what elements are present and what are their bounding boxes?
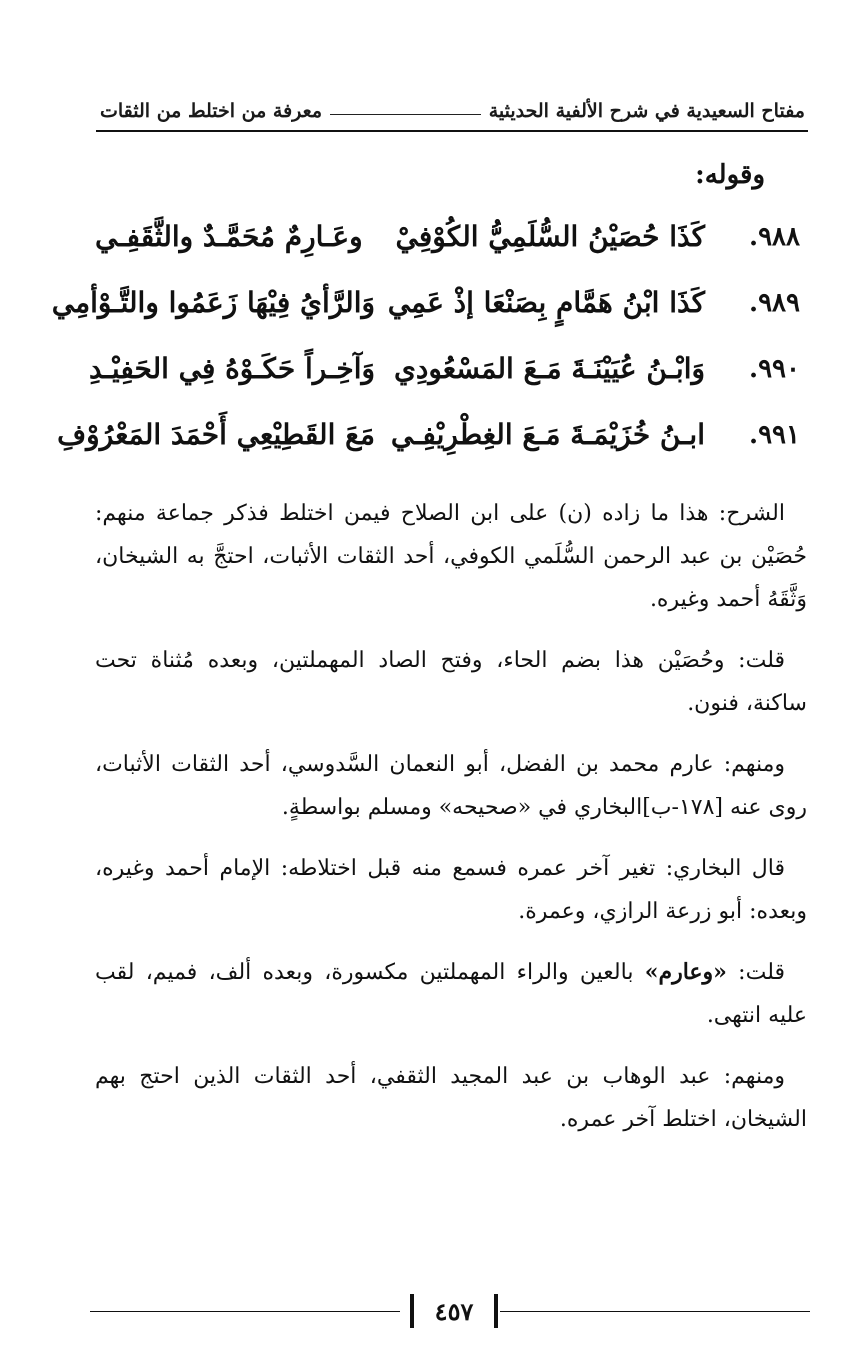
book-title: مفتاح السعيدية في شرح الألفية الحديثية bbox=[488, 100, 805, 122]
paragraph-husayn-note: قلت: وحُصَيْن هذا بضم الحاء، وفتح الصاد المهملتين، وبعده مُثناة تحت ساكنة، فنون. bbox=[95, 648, 807, 716]
verse-number: ٩٨٩. bbox=[749, 288, 800, 318]
paragraph-commentary: الشرح: هذا ما زاده (ن) على ابن الصلاح فيمن اختلط فذكر جماعة منهم: حُصَيْن بن عبد الرحمن السُّلَمي الكوفي، أحد الثقات الأثبات، احتجَّ به الشيخان، وَثَّقَهُ أحمد وغيره. bbox=[95, 501, 807, 612]
verse-first-hemistich: وَابْـنُ عُيَيْنَـةَ مَـعَ المَسْعُودِي bbox=[393, 352, 705, 385]
verse-second-hemistich: وعَـارِمٌ مُحَمَّـدٌ والثَّقَفِـي bbox=[95, 220, 363, 253]
paragraph-thaqafi: ومنهم: عبد الوهاب بن عبد المجيد الثقفي، أحد الثقات الذين احتج بهم الشيخان، اختلط آخر عمره. bbox=[95, 1064, 807, 1132]
footer-rule-right bbox=[500, 1311, 810, 1312]
verse-first-hemistich: كَذَا حُصَيْنُ السُّلَمِيُّ الكُوْفِيْ bbox=[395, 220, 705, 253]
verse-second-hemistich: وَالرَّأيُ فِيْهَا زَعَمُوا والتَّـوْأمِي bbox=[51, 286, 375, 319]
verse-989 bbox=[51, 276, 800, 342]
bold-term: «وعارم» bbox=[644, 959, 727, 985]
page-footer bbox=[90, 1294, 810, 1334]
commentary-text bbox=[95, 492, 807, 1159]
verse-number: ٩٩١. bbox=[749, 420, 800, 450]
verse-first-hemistich: ابـنُ خُزَيْمَـةَ مَـعَ الغِطْرِيْفِـي bbox=[390, 418, 705, 451]
verse-block bbox=[51, 210, 800, 474]
header-rule bbox=[96, 130, 808, 132]
paragraph-arim-note bbox=[95, 951, 807, 1037]
header-dash-line bbox=[330, 114, 481, 115]
section-title: معرفة من اختلط من الثقات bbox=[100, 100, 323, 122]
verse-number: ٩٩٠. bbox=[749, 354, 800, 384]
verse-990 bbox=[90, 342, 800, 408]
verse-number: ٩٨٨. bbox=[749, 222, 800, 252]
paragraph-rest: بالعين والراء المهملتين مكسورة، وبعده ألف، فميم، لقب عليه انتهى. bbox=[95, 960, 807, 1028]
verse-second-hemistich: وَآخِـراً حَكَـوْهُ فِي الحَفِيْـدِ bbox=[88, 352, 375, 385]
paragraph-arim: ومنهم: عارم محمد بن الفضل، أبو النعمان السَّدوسي، أحد الثقات الأثبات، روى عنه [١٧٨-ب]البخاري في «صحيحه» ومسلم بواسطةٍ. bbox=[95, 752, 807, 820]
verse-988 bbox=[90, 210, 800, 276]
verse-second-hemistich: مَعَ القَطِيْعِي أَحْمَدَ المَعْرُوْفِ bbox=[57, 418, 375, 451]
page-number: ٤٥٧ bbox=[410, 1294, 498, 1328]
paragraph-bukhari-quote: قال البخاري: تغير آخر عمره فسمع منه قبل اختلاطه: الإمام أحمد وغيره، وبعده: أبو زرعة الرازي، وعمرة. bbox=[95, 856, 807, 924]
paragraph-lead: قلت: bbox=[726, 960, 785, 985]
verse-first-hemistich: كَذَا ابْنُ هَمَّامٍ بِصَنْعَا إذْ عَمِي bbox=[387, 286, 705, 319]
verse-991 bbox=[57, 408, 800, 474]
intro-label: وقوله: bbox=[695, 160, 765, 190]
footer-rule-left bbox=[90, 1311, 400, 1312]
running-header bbox=[100, 94, 805, 128]
